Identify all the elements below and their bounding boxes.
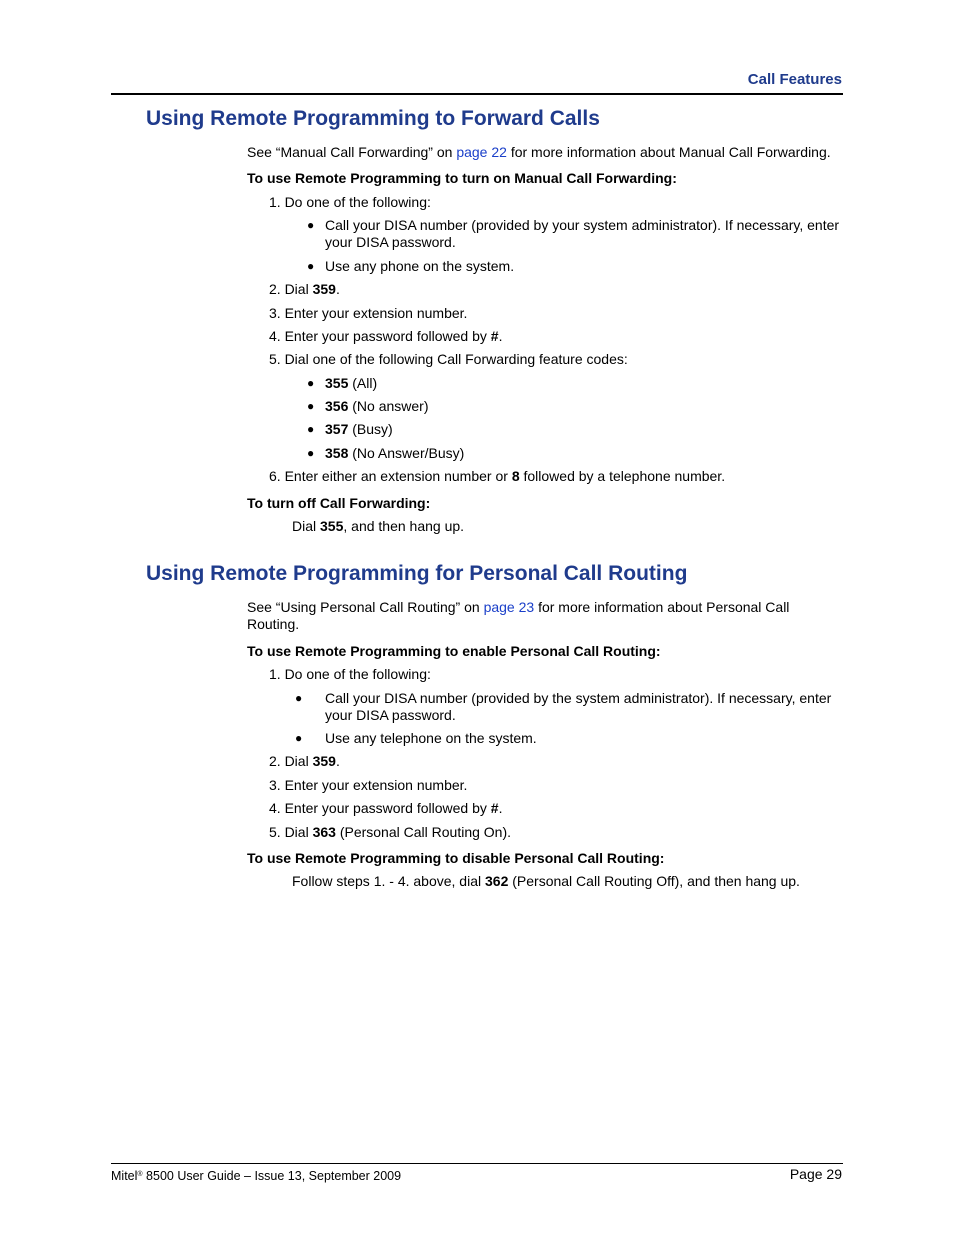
footer-rule: [111, 1163, 843, 1164]
page-number: Page 29: [789, 1166, 842, 1182]
feature-code: 356: [325, 398, 349, 414]
s1-step-3: 3. Enter your extension number.: [269, 305, 468, 321]
s2-step5-post: (Personal Call Routing On).: [335, 824, 512, 840]
feature-code: 358: [325, 445, 349, 461]
s1-intro: [247, 144, 831, 161]
s1-step6-key: 8: [511, 468, 520, 484]
s2-step5-text: 5. Dial: [269, 824, 313, 840]
bullet-icon: ●: [307, 446, 315, 460]
s2-step-3: 3. Enter your extension number.: [269, 777, 468, 793]
s2-disable-title: To use Remote Programming to disable Personal Call Routing:: [247, 850, 665, 866]
s1-step6-text: 6. Enter either an extension number or: [269, 468, 512, 484]
bullet-icon: ●: [307, 218, 315, 232]
feature-code-item: [325, 375, 377, 392]
s1-off-code: 355: [320, 518, 344, 534]
s2-intro-post: for more information about Personal Call: [534, 599, 790, 615]
s1-step2-post: .: [335, 281, 340, 297]
feature-code-desc: (Busy): [348, 421, 393, 437]
feature-code: 357: [325, 421, 349, 437]
s2-step4-text: 4. Enter your password followed by: [269, 800, 491, 816]
s1-step2-text: 2. Dial: [269, 281, 313, 297]
section-heading-personal-call-routing: Using Remote Programming for Personal Call Routing: [146, 562, 688, 585]
header-rule: [111, 93, 843, 95]
s1-step-1: 1. Do one of the following:: [269, 194, 431, 210]
s1-off-post: , and then hang up.: [343, 518, 465, 534]
feature-code-item: [325, 398, 429, 415]
s2-step-4: [269, 800, 502, 817]
s1-intro-pre: See “Manual Call Forwarding” on: [247, 144, 457, 160]
s1-step1-bullet1-line1: Call your DISA number (provided by your system administrator). If necessary, enter: [325, 217, 840, 233]
s1-turn-off-instructions: [292, 518, 464, 535]
s1-step4-text: 4. Enter your password followed by: [269, 328, 491, 344]
feature-code-desc: (No answer): [348, 398, 429, 414]
s2-step1-bullet1-line2: your DISA password.: [325, 707, 456, 723]
s2-intro-pre: See “Using Personal Call Routing” on: [247, 599, 484, 615]
s1-step1-bullet2: Use any phone on the system.: [325, 258, 515, 274]
s2-page-link[interactable]: page 23: [483, 599, 535, 615]
s2-step2-code: 359: [312, 753, 336, 769]
footer-brand: Mitel: [111, 1169, 138, 1183]
feature-code-desc: (All): [348, 375, 378, 391]
s1-turn-off-title: To turn off Call Forwarding:: [247, 495, 431, 511]
s1-step-5: 5. Dial one of the following Call Forwarding feature codes:: [269, 351, 628, 367]
registered-mark: ®: [137, 1171, 143, 1178]
s2-disable-instructions: [292, 873, 800, 890]
feature-code-item: [325, 421, 393, 438]
footer-guide-info: [111, 1167, 401, 1184]
s1-off-pre: Dial: [292, 518, 321, 534]
s2-intro-line2: Routing.: [247, 616, 300, 632]
s2-step-1: 1. Do one of the following:: [269, 666, 431, 682]
s2-dis-post: (Personal Call Routing Off), and then hang up.: [508, 873, 800, 889]
footer-guide-title: 8500 User Guide – Issue 13, September 2009: [142, 1169, 402, 1183]
bullet-icon: ●: [307, 399, 315, 413]
s2-dis-pre: Follow steps 1. - 4. above, dial: [292, 873, 485, 889]
s2-step-5: [269, 824, 511, 841]
s2-step1-bullet2: Use any telephone on the system.: [325, 730, 537, 746]
section-heading-forward-calls: Using Remote Programming to Forward Calls: [146, 107, 600, 130]
s2-step-2: [269, 753, 340, 770]
s1-step4-key: #: [490, 328, 499, 344]
s1-step-2: [269, 281, 340, 298]
s1-step-6: [269, 468, 725, 485]
feature-code: 355: [325, 375, 349, 391]
s1-page-link[interactable]: page 22: [456, 144, 507, 160]
bullet-icon: ●: [307, 376, 315, 390]
running-header-title: Call Features: [747, 71, 842, 88]
s1-intro-post: for more information about Manual Call Forwarding.: [506, 144, 831, 160]
s1-procedure-title: To use Remote Programming to turn on Manual Call Forwarding:: [247, 170, 677, 186]
s2-step4-key: #: [490, 800, 499, 816]
s1-step-4: [269, 328, 502, 345]
s2-step2-post: .: [335, 753, 340, 769]
s2-step5-code: 363: [312, 824, 336, 840]
s2-step2-text: 2. Dial: [269, 753, 313, 769]
bullet-icon: ●: [295, 691, 303, 705]
s1-step6-post: followed by a telephone number.: [519, 468, 726, 484]
s2-step4-post: .: [498, 800, 503, 816]
feature-code-item: [325, 445, 464, 462]
s1-step4-post: .: [498, 328, 503, 344]
s1-step1-bullet1-line2: your DISA password.: [325, 234, 456, 250]
s1-step2-code: 359: [312, 281, 336, 297]
bullet-icon: ●: [307, 259, 315, 273]
feature-code-desc: (No Answer/Busy): [348, 445, 465, 461]
s2-intro: [247, 599, 789, 616]
bullet-icon: ●: [307, 422, 315, 436]
bullet-icon: ●: [295, 731, 303, 745]
s2-dis-code: 362: [485, 873, 509, 889]
s2-procedure-title: To use Remote Programming to enable Personal Call Routing:: [247, 643, 661, 659]
s2-step1-bullet1-line1: Call your DISA number (provided by the system administrator). If necessary, enter: [325, 690, 832, 706]
